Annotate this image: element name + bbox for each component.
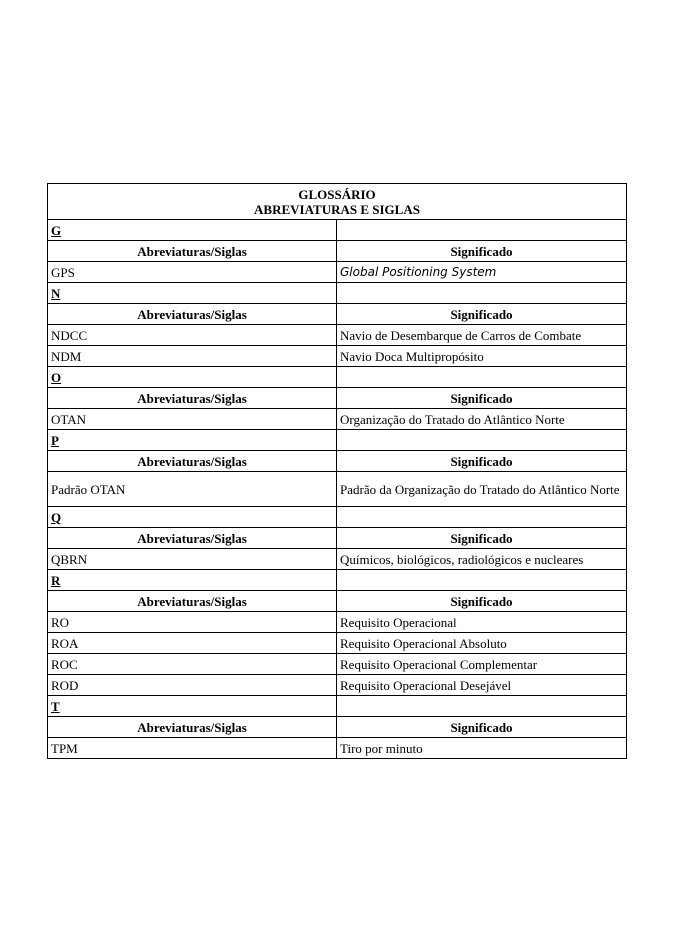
entry-abbr: ROC (48, 654, 337, 675)
section-letter-cell (48, 367, 337, 388)
entry-abbr: GPS (48, 262, 337, 283)
entry-row (48, 472, 627, 507)
column-header-abbr: Abreviaturas/Siglas (48, 528, 337, 549)
entry-row (48, 675, 627, 696)
column-header-row (48, 591, 627, 612)
column-header-abbr: Abreviaturas/Siglas (48, 388, 337, 409)
empty-cell (337, 430, 627, 451)
entry-meaning: Organização do Tratado do Atlântico Norte (337, 409, 627, 430)
entry-meaning: Químicos, biológicos, radiológicos e nucleares (337, 549, 627, 570)
section-letter-row (48, 696, 627, 717)
title-row (48, 184, 627, 220)
section-letter-cell (48, 696, 337, 717)
column-header-row (48, 717, 627, 738)
entry-meaning: Requisito Operacional (337, 612, 627, 633)
entry-abbr: ROD (48, 675, 337, 696)
empty-cell (337, 367, 627, 388)
section-letter-row (48, 570, 627, 591)
entry-meaning: Requisito Operacional Complementar (337, 654, 627, 675)
entry-abbr: NDM (48, 346, 337, 367)
column-header-abbr: Abreviaturas/Siglas (48, 304, 337, 325)
empty-cell (337, 696, 627, 717)
section-letter: O (51, 369, 62, 385)
entry-row (48, 409, 627, 430)
column-header-row (48, 388, 627, 409)
column-header-row (48, 304, 627, 325)
column-header-row (48, 528, 627, 549)
entry-meaning: Navio de Desembarque de Carros de Combate (337, 325, 627, 346)
entry-row (48, 262, 627, 283)
column-header-abbr: Abreviaturas/Siglas (48, 241, 337, 262)
section-letter: P (51, 432, 59, 448)
entry-row (48, 612, 627, 633)
entry-row (48, 633, 627, 654)
column-header-meaning: Significado (337, 528, 627, 549)
entry-row (48, 549, 627, 570)
column-header-meaning: Significado (337, 717, 627, 738)
entry-meaning: Requisito Operacional Desejável (337, 675, 627, 696)
empty-cell (337, 283, 627, 304)
section-letter-cell (48, 507, 337, 528)
column-header-meaning: Significado (337, 591, 627, 612)
entry-meaning: Navio Doca Multipropósito (337, 346, 627, 367)
empty-cell (337, 507, 627, 528)
entry-abbr: NDCC (48, 325, 337, 346)
entry-abbr: Padrão OTAN (48, 472, 337, 507)
title-cell (48, 184, 627, 220)
section-letter-cell (48, 570, 337, 591)
glossary-title: GLOSSÁRIO (298, 186, 376, 202)
section-letter: T (51, 698, 60, 714)
entry-abbr: RO (48, 612, 337, 633)
section-letter-row (48, 220, 627, 241)
column-header-meaning: Significado (337, 241, 627, 262)
section-letter-row (48, 430, 627, 451)
column-header-abbr: Abreviaturas/Siglas (48, 451, 337, 472)
column-header-meaning: Significado (337, 388, 627, 409)
entry-meaning: Tiro por minuto (337, 738, 627, 759)
section-letter-row (48, 367, 627, 388)
section-letter: G (51, 222, 62, 238)
section-letter-row (48, 507, 627, 528)
empty-cell (337, 220, 627, 241)
column-header-abbr: Abreviaturas/Siglas (48, 717, 337, 738)
section-letter-cell (48, 430, 337, 451)
entry-abbr: ROA (48, 633, 337, 654)
section-letter: Q (51, 509, 62, 525)
section-letter-cell (48, 283, 337, 304)
entry-row (48, 654, 627, 675)
section-letter: N (51, 285, 61, 301)
section-letter: R (51, 572, 61, 588)
entry-abbr: TPM (48, 738, 337, 759)
entry-row (48, 325, 627, 346)
section-letter-cell (48, 220, 337, 241)
column-header-row (48, 241, 627, 262)
column-header-meaning: Significado (337, 451, 627, 472)
entry-meaning: Requisito Operacional Absoluto (337, 633, 627, 654)
section-letter-row (48, 283, 627, 304)
empty-cell (337, 570, 627, 591)
column-header-abbr: Abreviaturas/Siglas (48, 591, 337, 612)
entry-row (48, 346, 627, 367)
entry-abbr: OTAN (48, 409, 337, 430)
column-header-row (48, 451, 627, 472)
entry-abbr: QBRN (48, 549, 337, 570)
glossary-subtitle: ABREVIATURAS E SIGLAS (254, 201, 420, 217)
glossary-body (48, 184, 627, 759)
entry-meaning: Global Positioning System (337, 262, 627, 283)
entry-meaning: Padrão da Organização do Tratado do Atlântico Norte (337, 472, 627, 507)
column-header-meaning: Significado (337, 304, 627, 325)
entry-row (48, 738, 627, 759)
glossary-table (47, 183, 627, 759)
